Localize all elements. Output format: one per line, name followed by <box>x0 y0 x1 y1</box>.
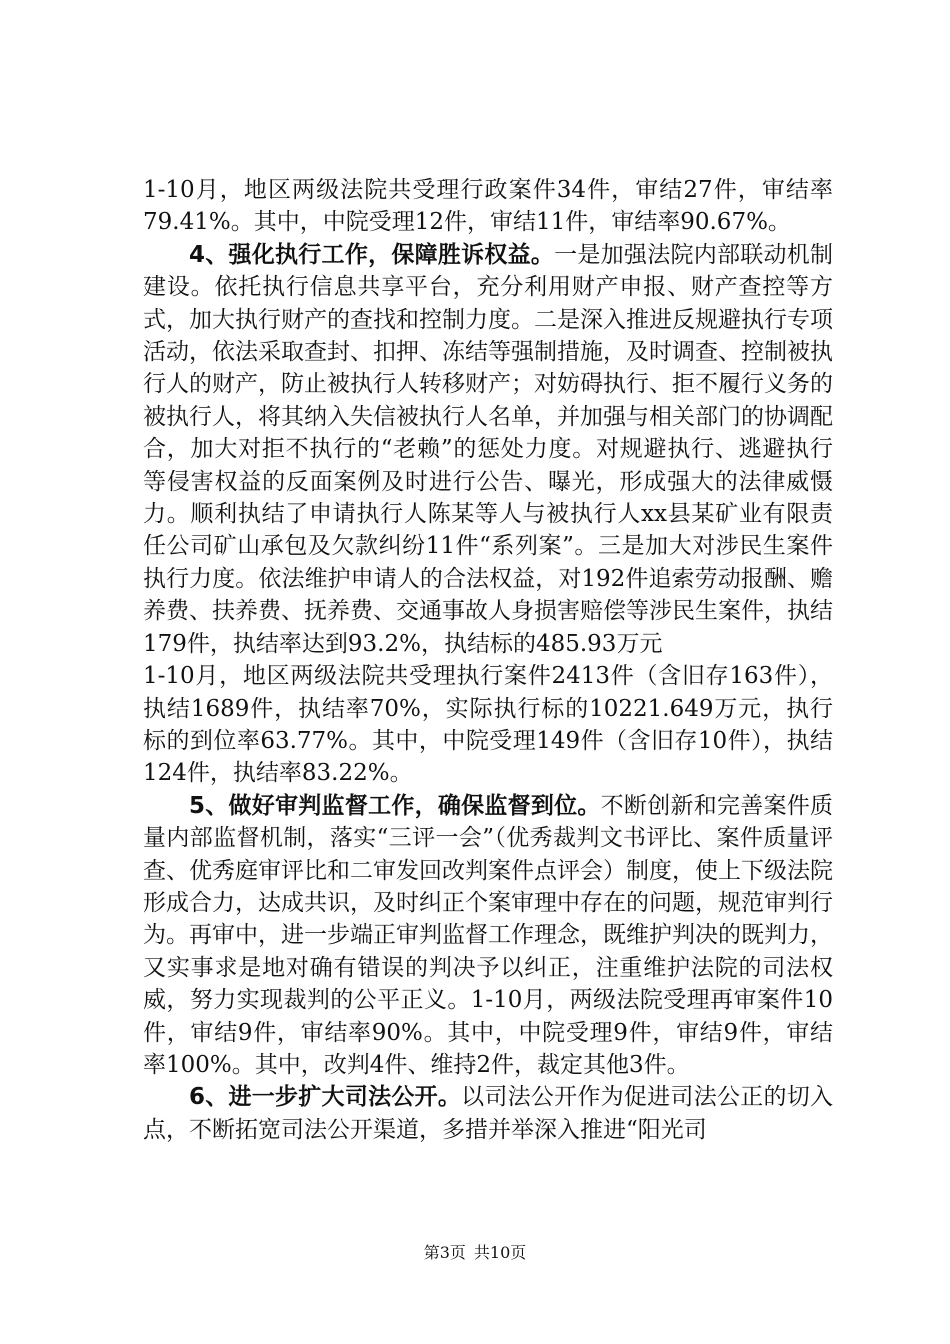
paragraph-body: 不断创新和完善案件质量内部监督机制，落实“三评一会”（优秀裁判文书评比、案件质量评查、优秀庭审评比和二审发回改判案件点评会）制度，使上下级法院形成合力，达成共识，及时纠正个案审理中存在的问题，规范审判行为。再审中，进一步端正审判监督工作理念，既维护判决的既判力，又实事求是地对确有错误的判决予以纠正，注重维护法院的司法权威，努力实现裁判的公平正义。1-10月，两级法院受理再审案件10件，审结9件，审结率90%。其中，中院受理9件，审结9件，审结率100%。其中，改判4件、维持2件，裁定其他3件。 <box>143 792 834 1078</box>
page-total: 共10页 <box>473 1243 527 1262</box>
page-footer <box>0 1242 950 1264</box>
page-number: 第3页 <box>423 1243 466 1262</box>
paragraph-enforcement-stats <box>143 660 833 790</box>
paragraph-heading: 6、进一步扩大司法公开。 <box>189 1084 462 1111</box>
paragraph-body: 1-10月，地区两级法院共受理行政案件34件，审结27件，审结率79.41%。其中，中院受理12件，审结11件，审结率90.67%。 <box>143 177 833 236</box>
paragraph-enforcement <box>143 239 833 660</box>
paragraph-heading: 4、强化执行工作，保障胜诉权益。 <box>189 241 555 268</box>
paragraph-admin-cases <box>143 174 833 239</box>
paragraph-heading: 5、做好审判监督工作，确保监督到位。 <box>189 792 601 819</box>
document-body <box>143 174 833 1146</box>
paragraph-body: 以司法公开作为促进司法公正的切入点，不断拓宽司法公开渠道，多措并举深入推进“阳光司 <box>143 1084 833 1143</box>
paragraph-openness <box>143 1081 833 1146</box>
paragraph-body: 1-10月，地区两级法院共受理执行案件2413件（含旧存163件），执结1689件，执结率70%，实际执行标的10221.649万元，执行标的到位率63.77%。其中，中院受理149件（含旧存10件），执结124件，执结率83.22%。 <box>143 663 833 787</box>
paragraph-supervision <box>143 790 833 1082</box>
paragraph-body: 一是加强法院内部联动机制建设。依托执行信息共享平台，充分利用财产申报、财产查控等方式，加大执行财产的查找和控制力度。二是深入推进反规避执行专项活动，依法采取查封、扣押、冻结等强制措施，及时调查、控制被执行人的财产，防止被执行人转移财产；对妨碍执行、拒不履行义务的被执行人，将其纳入失信被执行人名单，并加强与相关部门的协调配合，加大对拒不执行的“老赖”的惩处力度。对规避执行、逃避执行等侵害权益的反面案例及时进行公告、曝光，形成强大的法律威慑力。顺利执结了申请执行人陈某等人与被执行人xx县某矿业有限责任公司矿山承包及欠款纠纷11件“系列案”。三是加大对涉民生案件执行力度。依法维护申请人的合法权益，对192件追索劳动报酬、赡养费、扶养费、抚养费、交通事故人身损害赔偿等涉民生案件，执结179件，执结率达到93.2%，执结标的485.93万元 <box>143 241 834 657</box>
